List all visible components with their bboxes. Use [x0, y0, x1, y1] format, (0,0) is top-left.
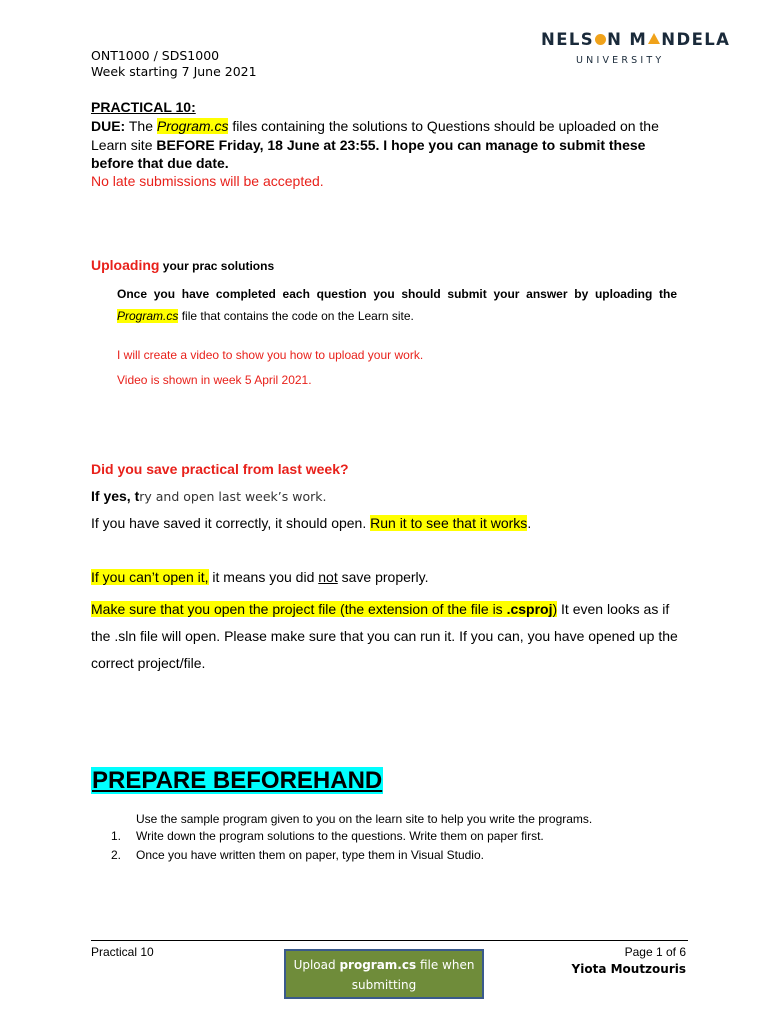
program-file-highlight: Program.cs — [117, 309, 179, 323]
page-number: Page 1 of 6 — [624, 945, 686, 959]
uploading-heading: Uploading your prac solutions — [91, 257, 275, 273]
due-paragraph: DUE: The Program.cs files containing the solutions to Questions should be uploaded on the Learn site BEFORE Friday, 18 June at 23:55. I hope you can manage to submit these before that due date. — [91, 118, 659, 171]
no-late-notice: No late submissions will be accepted. — [91, 173, 324, 189]
cant-open-line: If you can’t open it, it means you did not save properly. — [91, 569, 429, 585]
prepare-intro: Use the sample program given to you on the learn site to help you write the programs. — [136, 812, 593, 826]
list-item: 2. Once you have written them on paper, type them in Visual Studio. — [111, 848, 484, 862]
week-label: Week starting 7 June 2021 — [91, 64, 257, 79]
practical-title: PRACTICAL 10: — [91, 99, 196, 115]
project-file-paragraph: Make sure that you open the project file (the extension of the file is .csproj) It even looks as if the .sln file will open. Please make sure that you can run it. If you can, you have opened up the correct project/file. — [91, 601, 678, 671]
video-week-note: Video is shown in week 5 April 2021. — [117, 373, 312, 387]
uploading-instructions: Once you have completed each question you should submit your answer by uploading the Program.cs file that contains the code on the Learn site. — [117, 287, 677, 323]
course-header — [91, 48, 257, 80]
footer-author: Yiota Moutzouris — [571, 962, 686, 976]
save-question: Did you save practical from last week? — [91, 461, 349, 477]
due-date: BEFORE Friday, 18 June at 23:55. I hope you can manage to submit these before that due date. — [91, 136, 646, 171]
sun-icon — [595, 34, 606, 45]
video-note: I will create a video to show you how to upload your work. — [117, 348, 424, 362]
if-yes-line: If yes, try and open last week’s work. — [91, 488, 327, 504]
list-item: 1. Write down the program solutions to the questions. Write them on paper first. — [111, 829, 544, 843]
upload-reminder-box: Upload program.cs file when submitting — [284, 949, 484, 999]
footer-practical: Practical 10 — [91, 945, 154, 959]
saved-correctly-line: If you have saved it correctly, it should open. Run it to see that it works. — [91, 515, 532, 531]
logo-subtitle: UNIVERSITY — [576, 55, 665, 66]
due-label: DUE: — [91, 118, 126, 134]
prepare-heading: PREPARE BEFOREHAND — [92, 767, 383, 794]
university-logo — [541, 30, 731, 66]
course-code: ONT1000 / SDS1000 — [91, 48, 220, 63]
logo-wordmark: NELS N M NDELA — [541, 30, 731, 49]
footer-divider — [91, 940, 688, 941]
triangle-icon — [648, 33, 660, 44]
program-file-highlight: Program.cs — [156, 118, 229, 134]
